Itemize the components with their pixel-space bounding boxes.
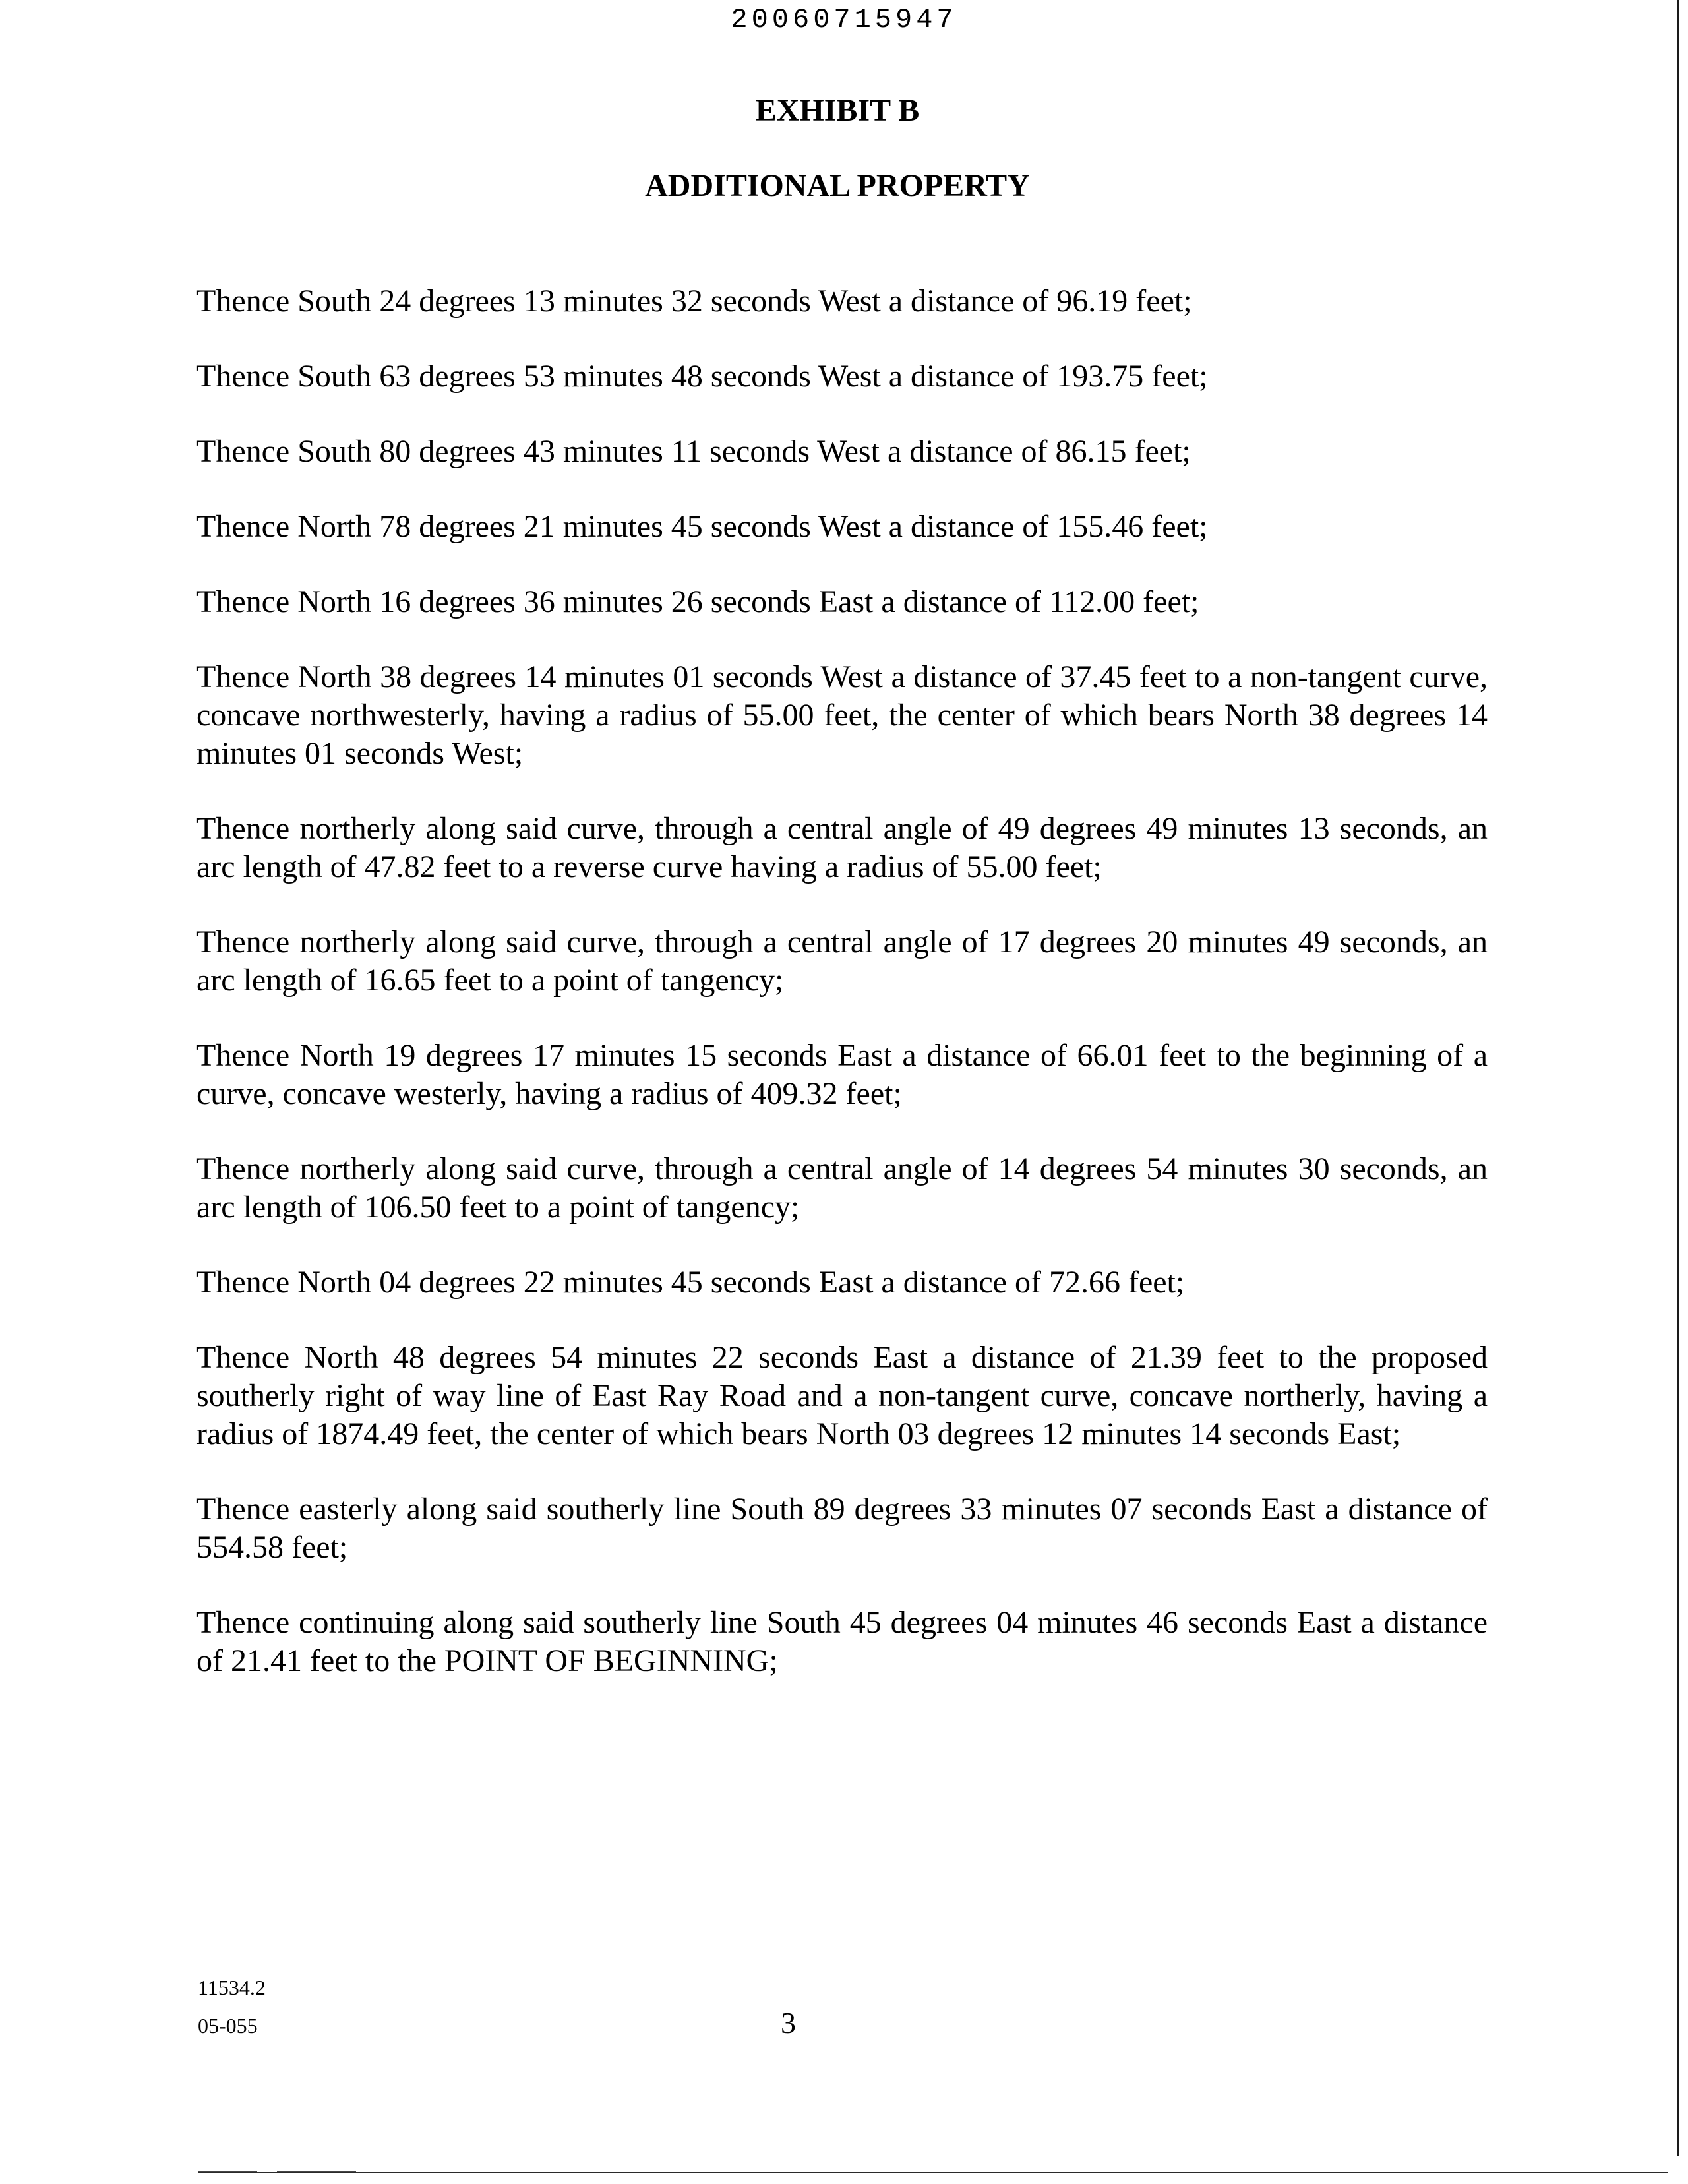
footer-reference-number: 11534.2 xyxy=(198,1976,266,1999)
paragraph: Thence northerly along said curve, through a central angle of 49 degrees 49 minutes 13 seconds, an arc length of 47.82 feet to a reverse curve having a radius of 55.00 feet; xyxy=(196,811,1488,884)
paragraph: Thence continuing along said southerly line South 45 degrees 04 minutes 46 seconds East a distance of 21.41 feet to the POINT OF BEGINNING; xyxy=(196,1605,1488,1678)
paragraph: Thence North 19 degrees 17 minutes 15 seconds East a distance of 66.01 feet to the beginning of a curve, concave westerly, having a radius of 409.32 feet; xyxy=(196,1038,1488,1111)
legal-description xyxy=(196,282,1488,1717)
paragraph: Thence northerly along said curve, through a central angle of 17 degrees 20 minutes 49 seconds, an arc length of 16.65 feet to a point of tangency; xyxy=(196,925,1488,998)
paragraph: Thence North 38 degrees 14 minutes 01 seconds West a distance of 37.45 feet to a non-tangent curve, concave northwesterly, having a radius of 55.00 feet, the center of which bears North 38 degrees 14 minutes 01 seconds West; xyxy=(196,659,1488,771)
paragraph: Thence South 24 degrees 13 minutes 32 seconds West a distance of 96.19 feet; xyxy=(196,284,1192,318)
paragraph: Thence North 78 degrees 21 minutes 45 seconds West a distance of 155.46 feet; xyxy=(196,509,1208,544)
exhibit-title: EXHIBIT B xyxy=(755,93,920,128)
paragraph: Thence North 04 degrees 22 minutes 45 seconds East a distance of 72.66 feet; xyxy=(196,1265,1185,1300)
scan-artifact xyxy=(277,2171,356,2172)
paragraph: Thence South 63 degrees 53 minutes 48 seconds West a distance of 193.75 feet; xyxy=(196,359,1208,394)
page-right-edge xyxy=(1677,0,1679,2156)
bottom-rule xyxy=(198,2172,1668,2173)
section-title: ADDITIONAL PROPERTY xyxy=(645,168,1030,203)
footer-file-code: 05-055 xyxy=(198,2014,258,2038)
paragraph: Thence South 80 degrees 43 minutes 11 seconds West a distance of 86.15 feet; xyxy=(196,434,1191,469)
paragraph: Thence easterly along said southerly line South 89 degrees 33 minutes 07 seconds East a distance of 554.58 feet; xyxy=(196,1492,1488,1565)
page-number: 3 xyxy=(781,2006,796,2040)
paragraph: Thence North 48 degrees 54 minutes 22 seconds East a distance of 21.39 feet to the proposed southerly right of way line of East Ray Road and a non-tangent curve, concave northerly, having a radius of 1874.49 feet, the center of which bears North 03 degrees 12 minutes 14 seconds East; xyxy=(196,1340,1488,1451)
paragraph: Thence northerly along said curve, through a central angle of 14 degrees 54 minutes 30 seconds, an arc length of 106.50 feet to a point of tangency; xyxy=(196,1151,1488,1225)
document-number: 20060715947 xyxy=(731,4,957,36)
paragraph: Thence North 16 degrees 36 minutes 26 seconds East a distance of 112.00 feet; xyxy=(196,584,1199,619)
scan-artifact xyxy=(198,2171,257,2172)
